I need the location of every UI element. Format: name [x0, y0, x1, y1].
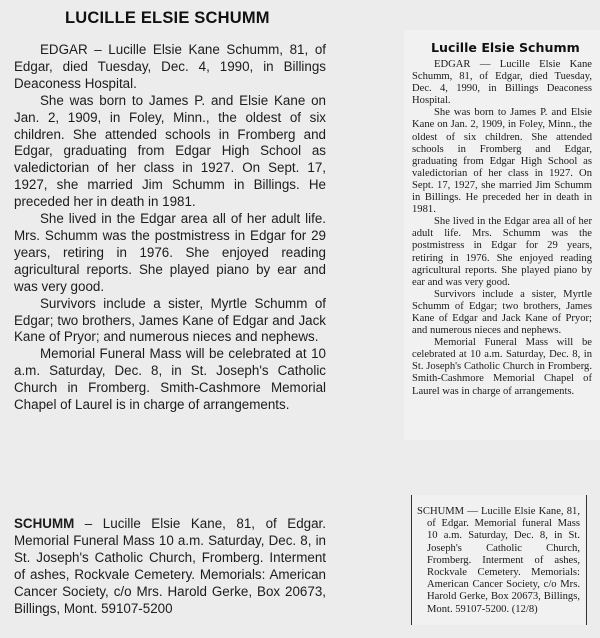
obituary-paragraph-early-life: She was born to James P. and Elsie Kane on Jan. 2, 1909, in Foley, Minn., the oldest of six children. She attended schools in Fromberg and Edgar, graduating from Edgar High School as valedictorian of her class in 1927. On Sept. 17, 1927, she married Jim Schumm in Billings. He preceded her in death in 1981. — [14, 92, 326, 210]
newspaper-clipping-death-notice — [411, 495, 587, 625]
clipping-paragraph-early-life: She was born to James P. and Elsie Kane on Jan. 2, 1909, in Foley, Minn., the oldest of six children. She attended schools in Fromberg and Edgar, graduating from Edgar High School as valedictorian of her class in 1927. On Sept. 17, 1927, she married Jim Schumm in Billings. He preceded her in death in 1981. — [412, 107, 592, 216]
obituary-body — [14, 42, 326, 414]
clipping-paragraph-services: Memorial Funeral Mass will be celebrated at 10 a.m. Saturday, Dec. 8, in St. Joseph's Catholic Church in Fromberg. Smith-Cashmore Memorial Chapel of Laurel was in charge of arrangements. — [412, 337, 592, 397]
obituary-paragraph-services: Memorial Funeral Mass will be celebrated at 10 a.m. Saturday, Dec. 8, in St. Joseph's Catholic Church in Fromberg. Smith-Cashmore Memorial Chapel of Laurel is in charge of arrangements. — [14, 346, 326, 413]
obituary-paragraph-career: She lived in the Edgar area all of her adult life. Mrs. Schumm was the postmistress in Edgar for 29 years, retiring in 1976. She enjoyed reading agricultural reports. She played piano by ear and was very good. — [14, 211, 326, 294]
death-notice-text: – Lucille Elsie Kane, 81, of Edgar. Memorial Funeral Mass 10 a.m. Saturday, Dec. 8, in St. Joseph's Catholic Church, Fromberg. Interment of ashes, Rockvale Cemetery. Memorials: American Cancer Society, c/o Mrs. Harold Gerke, Box 20673, Billings, Mont. 59107-5200 — [14, 516, 326, 616]
clipping-death-notice-content: SCHUMM — Lucille Elsie Kane, 81, of Edgar. Memorial funeral Mass 10 a.m. Saturday, Dec. 8, in St. Joseph's Catholic Church, Fromberg. Interment of ashes, Rockvale Cemetery. Memorials: American Cancer Society, c/o Mrs. Harold Gerke, Box 20673, Billings, Mont. 59107-5200. (12/8) — [417, 506, 580, 615]
newspaper-clipping-obituary — [404, 30, 600, 440]
obituary-paragraph-death: EDGAR – Lucille Elsie Kane Schumm, 81, of Edgar, died Tuesday, Dec. 4, 1990, in Billings Deaconess Hospital. — [14, 42, 326, 91]
clipping-paragraph-survivors: Survivors include a sister, Myrtle Schumm of Edgar; two brothers, James Kane of Edgar and Jack Kane of Pryor; and numerous nieces and nephews. — [412, 288, 592, 337]
clipping-paragraph-death: EDGAR — Lucille Elsie Kane Schumm, 81, of Edgar, died Tuesday, Dec. 4, 1990, in Billings Deaconess Hospital. — [412, 59, 592, 107]
clipping-paragraph-career: She lived in the Edgar area all of her adult life. Mrs. Schumm was the postmistress in Edgar for 29 years, retiring in 1976. She enjoyed reading agricultural reports. She played piano by ear and was very good. — [412, 216, 592, 288]
clipping-death-notice-text — [417, 506, 580, 616]
obituary-headline: LUCILLE ELSIE SCHUMM — [65, 9, 270, 27]
death-notice — [14, 516, 326, 617]
clipping-headline: Lucille Elsie Schumm — [431, 40, 580, 55]
obituary-paragraph-survivors: Survivors include a sister, Myrtle Schumm of Edgar; two brothers, James Kane of Edgar and Jack Kane of Pryor; and numerous nieces and nephews. — [14, 295, 326, 345]
death-notice-surname: SCHUMM — [14, 516, 75, 531]
clipping-body — [412, 59, 592, 398]
